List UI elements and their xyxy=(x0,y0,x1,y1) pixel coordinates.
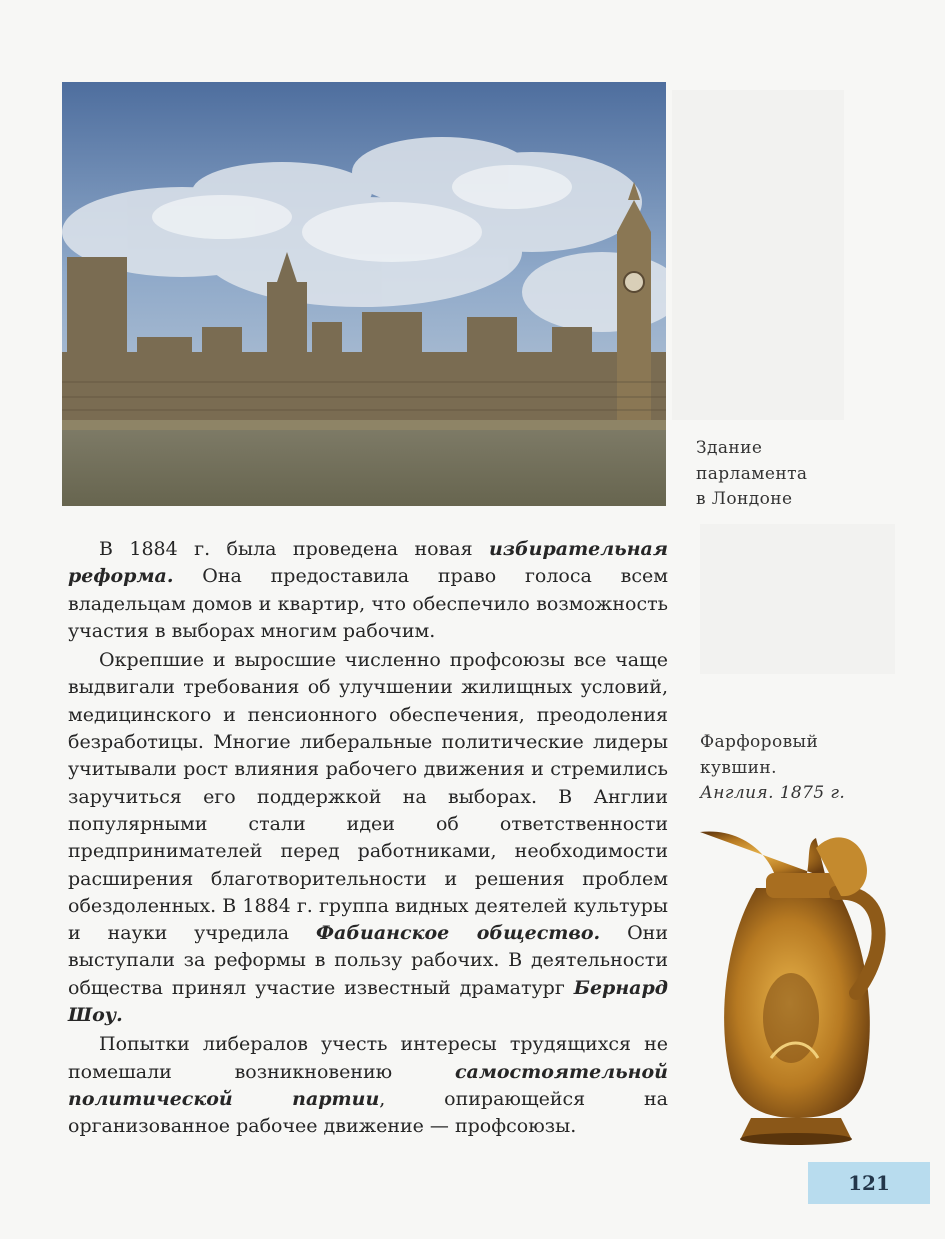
caption-date: Англия. 1875 г. xyxy=(700,783,846,803)
page-number: 121 xyxy=(808,1162,930,1204)
text-run: Окрепшие и выросшие численно профсоюзы все чаще выдвигали требования об улучшении жилищных условий, медицинского и пенсионного обеспечения, преодоления безработицы. Многие либеральные политические лидеры учитывали рост влияния рабочего движения и стремились заручиться его поддержкой на выборах. В Англии популярными стали идеи об ответственности предпринимателей перед работниками, необходимости расширения благотворительности и решения проблем обездоленных. В 1884 г. группа видных деятелей культуры и науки учредила xyxy=(68,649,668,945)
caption-line: кувшин. xyxy=(700,757,777,778)
term-bernard-shaw: Бернард Шоу. xyxy=(68,976,668,1027)
paragraph xyxy=(68,647,668,1029)
parliament-photo xyxy=(62,82,666,506)
caption-line: Фарфоровый xyxy=(700,732,819,752)
porcelain-jug-photo xyxy=(696,818,901,1148)
term-electoral-reform: избирательная реформа. xyxy=(68,538,668,588)
term-independent-party: самостоятельной политической партии xyxy=(68,1060,668,1110)
background-shadow xyxy=(672,90,844,420)
term-fabian-society: Фабианское общество. xyxy=(316,922,601,945)
jug-illustration xyxy=(696,818,901,1148)
caption-line: Здание xyxy=(696,438,763,458)
text-run: , опирающейся на организованное рабочее движение — профсоюзы. xyxy=(68,1087,669,1138)
caption-line: в Лондоне xyxy=(696,489,793,509)
text-run: Попытки либералов учесть интересы трудящихся не помешали возникновению xyxy=(68,1033,668,1083)
main-text xyxy=(68,536,668,1143)
paragraph xyxy=(68,536,668,645)
background-shadow xyxy=(700,524,895,674)
caption-line: парламента xyxy=(696,463,808,484)
paragraph xyxy=(68,1031,668,1140)
text-run: Она предоставила право голоса всем владельцам домов и квартир, что обеспечило возможность участия в выборах многим рабочим. xyxy=(68,565,668,642)
text-run: Они выступали за реформы в пользу рабочих. В деятельности общества принял участие известный драматург xyxy=(68,922,668,999)
text-run: В 1884 г. была проведена новая xyxy=(99,538,489,560)
parliament-illustration xyxy=(62,82,666,506)
jug-caption xyxy=(700,730,845,807)
parliament-caption xyxy=(696,436,807,513)
